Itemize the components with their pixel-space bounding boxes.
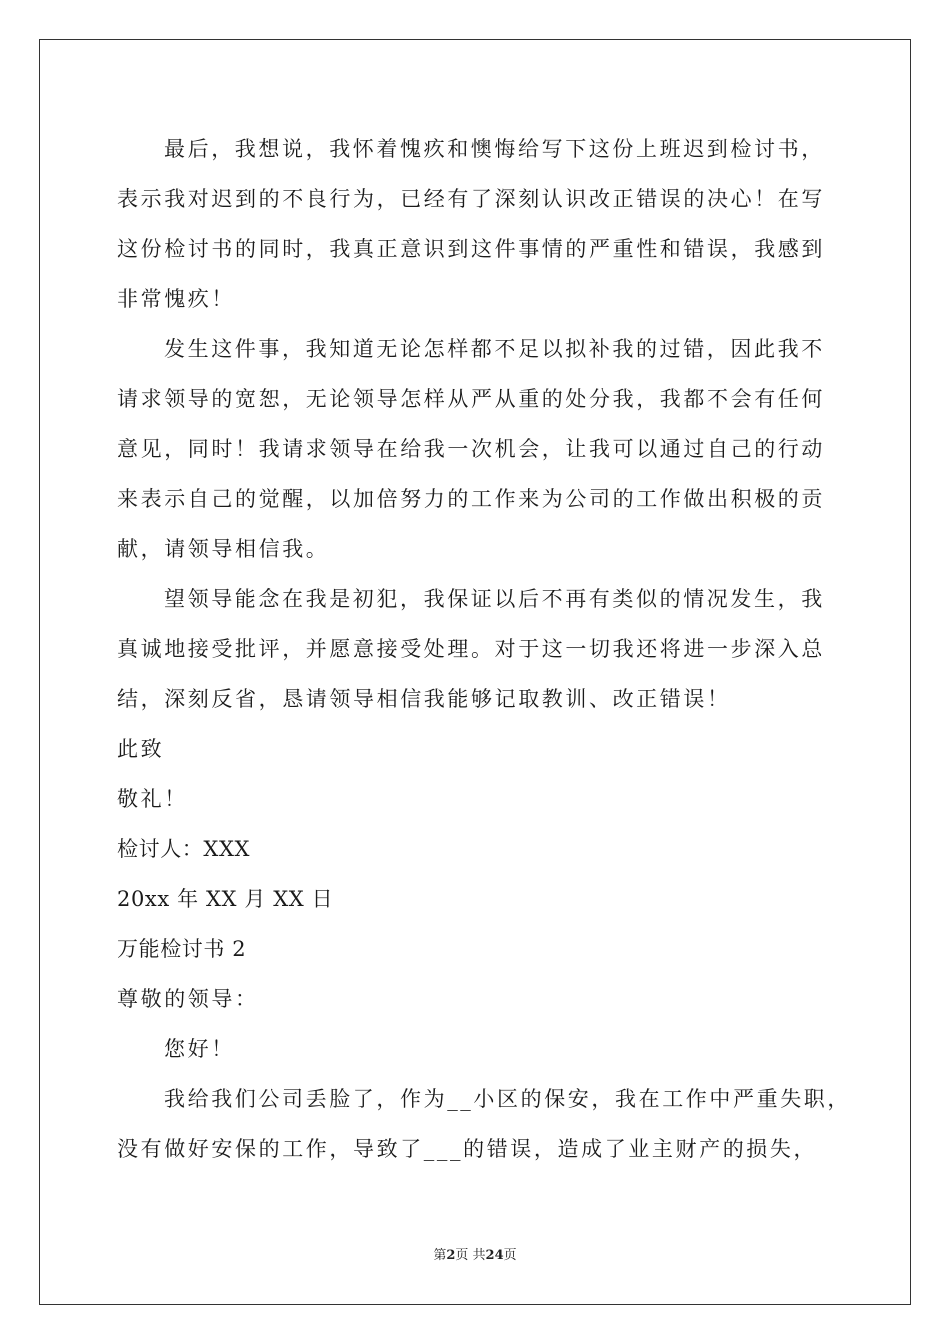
total-pages: 24 <box>485 1248 504 1263</box>
paragraph-line: 请求领导的宽恕，无论领导怎样从严从重的处分我，我都不会有任何 <box>117 387 825 411</box>
closing-respect: 敬礼！ <box>117 787 188 811</box>
paragraph-line: 意见，同时！我请求领导在给我一次机会，让我可以通过自己的行动 <box>117 437 825 461</box>
page-border <box>39 39 911 1305</box>
page-prefix: 第 <box>433 1248 447 1263</box>
paragraph-line: 发生这件事，我知道无论怎样都不足以拟补我的过错，因此我不 <box>164 337 825 361</box>
section-title: 万能检讨书 2 <box>117 937 247 961</box>
paragraph-line: 没有做好安保的工作，导致了___的错误，造成了业主财产的损失， <box>117 1137 818 1161</box>
signer-line: 检讨人：XXX <box>117 837 251 861</box>
page-suffix: 页 <box>503 1248 517 1263</box>
paragraph-line: 结，深刻反省，恳请领导相信我能够记取教训、改正错误！ <box>117 687 731 711</box>
page-mid: 页 共 <box>455 1248 486 1263</box>
paragraph-line: 这份检讨书的同时，我真正意识到这件事情的严重性和错误，我感到 <box>117 237 825 261</box>
addressee: 尊敬的领导： <box>117 987 259 1011</box>
current-page: 2 <box>446 1248 456 1263</box>
closing-salute: 此致 <box>117 737 165 761</box>
paragraph-line: 真诚地接受批评，并愿意接受处理。对于这一切我还将进一步深入总 <box>117 637 825 661</box>
paragraph-line: 非常愧疚！ <box>117 287 235 311</box>
paragraph-line: 来表示自己的觉醒，以加倍努力的工作来为公司的工作做出积极的贡 <box>117 487 825 511</box>
paragraph-line: 表示我对迟到的不良行为，已经有了深刻认识改正错误的决心！在写 <box>117 187 825 211</box>
paragraph-line: 望领导能念在我是初犯，我保证以后不再有类似的情况发生，我 <box>164 587 825 611</box>
paragraph-line: 献，请领导相信我。 <box>117 537 330 561</box>
paragraph-line: 我给我们公司丢脸了，作为__小区的保安，我在工作中严重失职， <box>164 1087 851 1111</box>
greeting: 您好！ <box>164 1037 235 1061</box>
page-number <box>0 1247 950 1265</box>
date-line: 20xx 年 XX 月 XX 日 <box>117 887 334 911</box>
paragraph-line: 最后，我想说，我怀着愧疚和懊悔给写下这份上班迟到检讨书， <box>164 137 825 161</box>
